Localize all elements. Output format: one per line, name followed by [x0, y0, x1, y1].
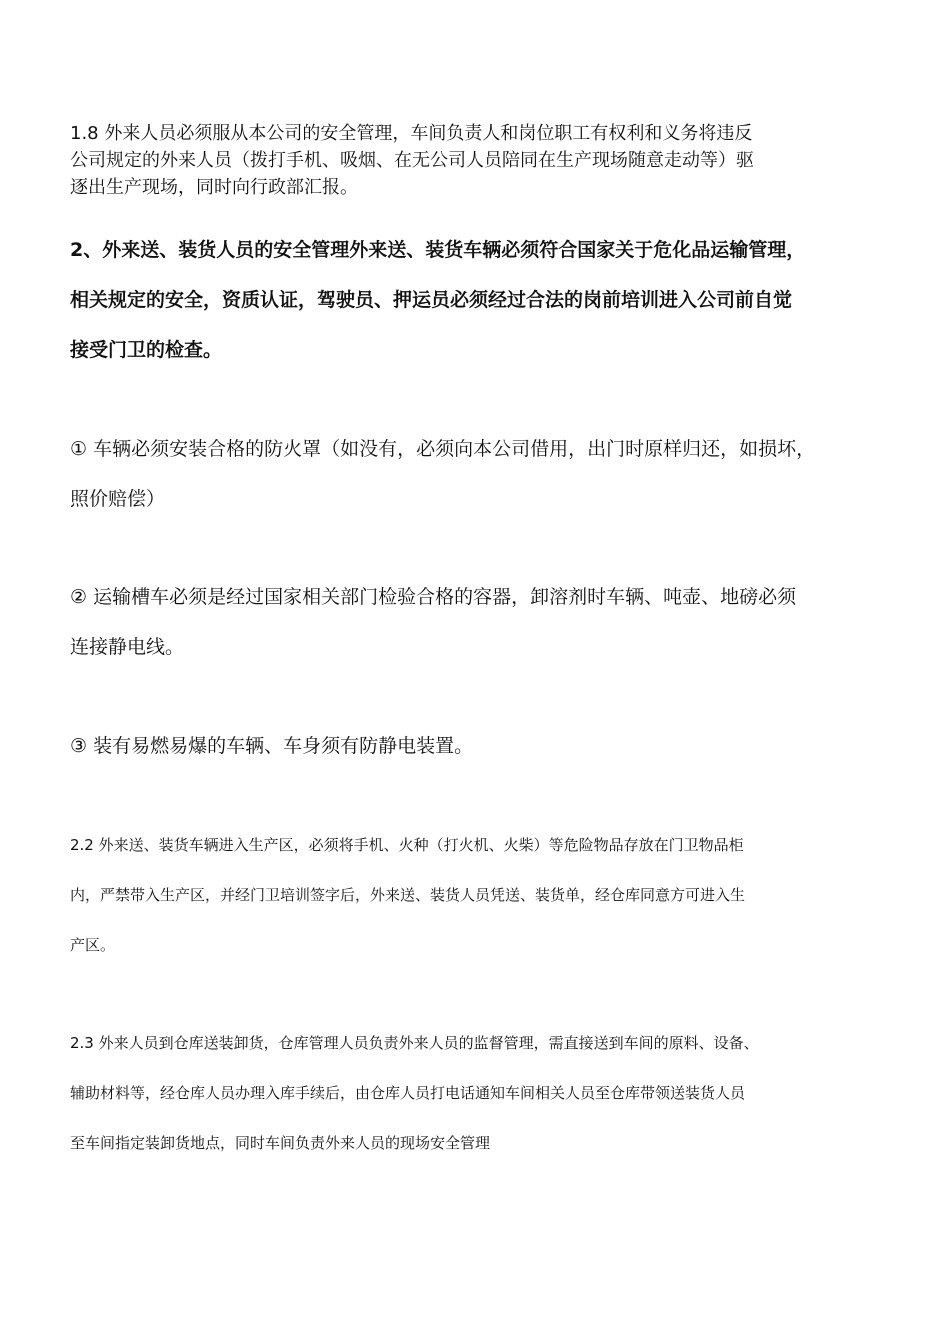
list-item-2-line: 连接静电线。: [70, 636, 185, 658]
section-2-3-line: 辅助材料等，经仓库人员办理入库手续后，由仓库人员打电话通知车间相关人员至仓库带领送装货人员: [70, 1084, 746, 1102]
section-2-heading-line: 2、外来送、装货人员的安全管理外来送、装货车辆必须符合国家关于危化品运输管理，: [70, 239, 806, 261]
section-1-8-line: 公司规定的外来人员（拨打手机、吸烟、在无公司人员陪同在生产现场随意走动等）驱: [70, 150, 754, 171]
section-2-3-line: 2.3 外来人员到仓库送装卸货，仓库管理人员负责外来人员的监督管理，需直接送到车间的原料、设备、: [70, 1034, 759, 1052]
section-2-3-line: 至车间指定装卸货地点，同时车间负责外来人员的现场安全管理: [70, 1134, 491, 1152]
list-item-1-line: 照价赔偿）: [70, 488, 166, 510]
section-2-2-line: 产区。: [70, 936, 116, 954]
section-2-heading-line: 接受门卫的检查。: [70, 339, 223, 361]
section-1-8-line: 逐出生产现场，同时向行政部汇报。: [70, 177, 358, 198]
list-item-1-line: ① 车辆必须安装合格的防火罩（如没有，必须向本公司借用，出门时原样归还，如损坏，: [70, 438, 816, 460]
section-1-8-line: 1.8 外来人员必须服从本公司的安全管理，车间负责人和岗位职工有权利和义务将违反: [70, 123, 753, 144]
section-2-heading-line: 相关规定的安全，资质认证，驾驶员、押运员必须经过合法的岗前培训进入公司前自觉: [70, 289, 793, 311]
list-item-2-line: ② 运输槽车必须是经过国家相关部门检验合格的容器，卸溶剂时车辆、吨壶、地磅必须: [70, 586, 797, 608]
section-2-2-line: 内，严禁带入生产区，并经门卫培训签字后，外来送、装货人员凭送、装货单，经仓库同意方可进入生: [70, 886, 746, 904]
section-2-2-line: 2.2 外来送、装货车辆进入生产区，必须将手机、火种（打火机、火柴）等危险物品存放在门卫物品柜: [70, 836, 744, 854]
list-item-3-line: ③ 装有易燃易爆的车辆、车身须有防静电装置。: [70, 735, 474, 757]
